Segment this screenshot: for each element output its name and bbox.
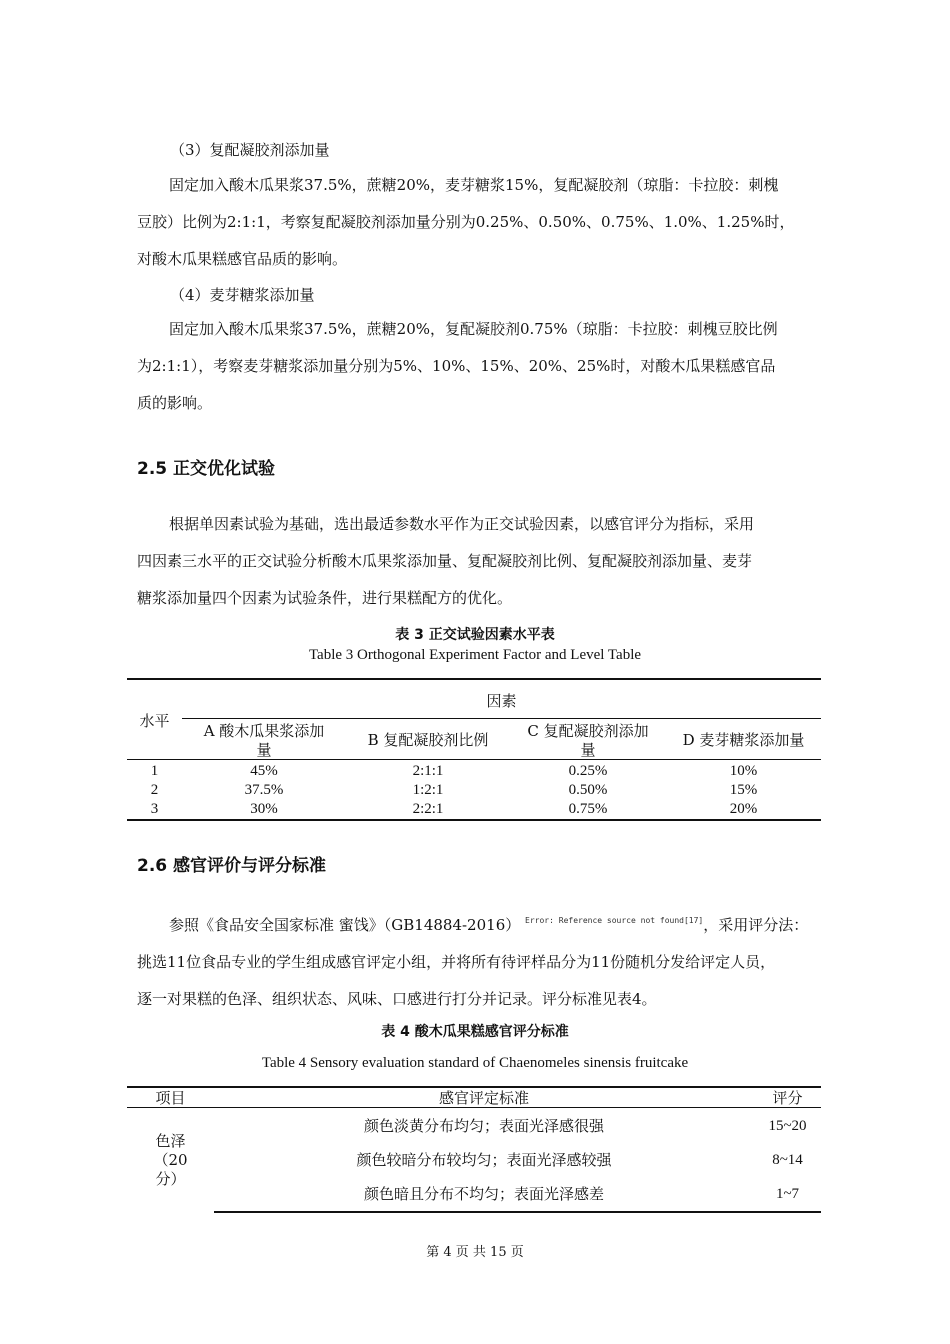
factor-a-cell: 45% xyxy=(250,763,278,779)
section-heading-2-5: 2.5 正交优化试验 xyxy=(137,459,276,479)
table-row xyxy=(214,1117,821,1151)
criteria-cell: 颜色淡黄分布均匀；表面光泽感很强 xyxy=(363,1117,604,1135)
table-header-rule xyxy=(182,718,821,719)
table-row xyxy=(214,1185,821,1219)
paragraph-line xyxy=(137,902,857,944)
paragraph-line: 对酸木瓜果糕感官品质的影响。 xyxy=(137,250,348,268)
item-line: 色泽 xyxy=(155,1132,186,1150)
level-cell: 1 xyxy=(150,763,159,779)
level-cell: 2 xyxy=(150,782,159,798)
factor-a-cell: 30% xyxy=(250,801,278,817)
table3-factor-d-header: D 麦芽糖浆添加量 xyxy=(682,731,805,749)
table4-header-item: 项目 xyxy=(155,1089,186,1107)
table4-body xyxy=(214,1117,821,1219)
paragraph-sensory xyxy=(137,902,857,1018)
paragraph-line: 逐一对果糕的色泽、组织状态、风味、口感进行打分并记录。评分标准见表4。 xyxy=(137,990,657,1008)
header-line: A 酸木瓜果浆添加 xyxy=(203,722,325,740)
table4-item-color xyxy=(127,1132,214,1189)
header-line: 量 xyxy=(256,741,272,759)
header-line: C 复配凝胶剂添加 xyxy=(527,722,649,740)
factor-c-cell: 0.50% xyxy=(568,782,608,798)
paragraph-maltose-amount xyxy=(137,311,837,422)
table3-factor-header: 因素 xyxy=(486,692,517,710)
level-cell: 3 xyxy=(150,801,159,817)
subheading-maltose-amount: （4）麦芽糖浆添加量 xyxy=(170,286,315,304)
factor-c-cell: 0.75% xyxy=(568,801,608,817)
table3-caption-en: Table 3 Orthogonal Experiment Factor and Level Table xyxy=(308,647,642,663)
paragraph-line: 豆胶）比例为2:1:1，考察复配凝胶剂添加量分别为0.25%、0.50%、0.75%、1.0%、1.25%时， xyxy=(137,213,795,231)
table3-factor-b-header: B 复配凝胶剂比例 xyxy=(367,731,489,749)
item-line: （20 xyxy=(153,1151,188,1169)
paragraph-line: 根据单因素试验为基础，选出最适参数水平作为正交试验因素，以感官评分为指标，采用 xyxy=(169,515,755,533)
table-row xyxy=(127,800,821,819)
table-top-rule xyxy=(127,1086,821,1088)
factor-b-cell: 2:1:1 xyxy=(412,763,444,779)
table4-caption-zh: 表 4 酸木瓜果糕感官评分标准 xyxy=(381,1024,569,1040)
header-line: 量 xyxy=(580,741,596,759)
reference-error-marker: Error: Reference source not found[17] xyxy=(525,916,704,925)
factor-b-cell: 1:2:1 xyxy=(412,782,444,798)
table4-header-criteria: 感官评定标准 xyxy=(438,1089,529,1107)
item-line: 分） xyxy=(155,1170,186,1188)
table4-caption-en: Table 4 Sensory evaluation standard of Chaenomeles sinensis fruitcake xyxy=(261,1055,689,1071)
criteria-cell: 颜色较暗分布较均匀；表面光泽感较强 xyxy=(356,1151,612,1169)
factor-b-cell: 2:2:1 xyxy=(412,801,444,817)
score-cell: 15~20 xyxy=(768,1118,807,1134)
factor-a-cell: 37.5% xyxy=(244,782,284,798)
section-heading-2-6: 2.6 感官评价与评分标准 xyxy=(137,856,327,876)
table3-level-header: 水平 xyxy=(139,712,170,730)
table-bottom-rule xyxy=(127,819,821,821)
score-cell: 1~7 xyxy=(775,1186,800,1202)
table3-factor-c-header xyxy=(510,722,666,760)
citation-tail: ，采用评分法： xyxy=(703,916,809,934)
paragraph-orthogonal xyxy=(137,506,837,617)
table-top-rule xyxy=(127,678,821,680)
paragraph-gel-amount xyxy=(137,167,837,278)
paragraph-line: 挑选11位食品专业的学生组成感官评定小组，并将所有待评样品分为11份随机分发给评定人员， xyxy=(137,953,776,971)
table-row xyxy=(127,781,821,800)
citation-text: 参照《食品安全国家标准 蜜饯》（GB14884-2016） xyxy=(169,916,521,934)
factor-d-cell: 15% xyxy=(729,782,758,798)
factor-d-cell: 10% xyxy=(729,763,758,779)
paragraph-line: 固定加入酸木瓜果浆37.5%，蔗糖20%，复配凝胶剂0.75%（琼脂：卡拉胶：刺槐豆胶比例 xyxy=(169,320,778,338)
table-row xyxy=(214,1151,821,1185)
paragraph-line: 糖浆添加量四个因素为试验条件，进行果糕配方的优化。 xyxy=(137,589,513,607)
subheading-gel-amount: （3）复配凝胶剂添加量 xyxy=(170,141,330,159)
table3-caption-zh: 表 3 正交试验因素水平表 xyxy=(395,627,555,643)
table3-factor-a-header xyxy=(182,722,346,760)
table4-header-score: 评分 xyxy=(772,1089,803,1107)
paragraph-line: 固定加入酸木瓜果浆37.5%，蔗糖20%，麦芽糖浆15%，复配凝胶剂（琼脂：卡拉胶：刺槐 xyxy=(169,176,779,194)
factor-c-cell: 0.25% xyxy=(568,763,608,779)
page-footer: 第 4 页 共 15 页 xyxy=(426,1245,524,1260)
criteria-cell: 颜色暗且分布不均匀；表面光泽感差 xyxy=(363,1185,604,1203)
table3-body xyxy=(127,762,821,819)
factor-d-cell: 20% xyxy=(729,801,758,817)
score-cell: 8~14 xyxy=(772,1152,803,1168)
paragraph-line: 质的影响。 xyxy=(137,394,213,412)
paragraph-line: 四因素三水平的正交试验分析酸木瓜果浆添加量、复配凝胶剂比例、复配凝胶剂添加量、麦芽 xyxy=(137,552,753,570)
paragraph-line: 为2:1:1），考察麦芽糖浆添加量分别为5%、10%、15%、20%、25%时，对酸木瓜果糕感官品 xyxy=(137,357,776,375)
table-row xyxy=(127,762,821,781)
